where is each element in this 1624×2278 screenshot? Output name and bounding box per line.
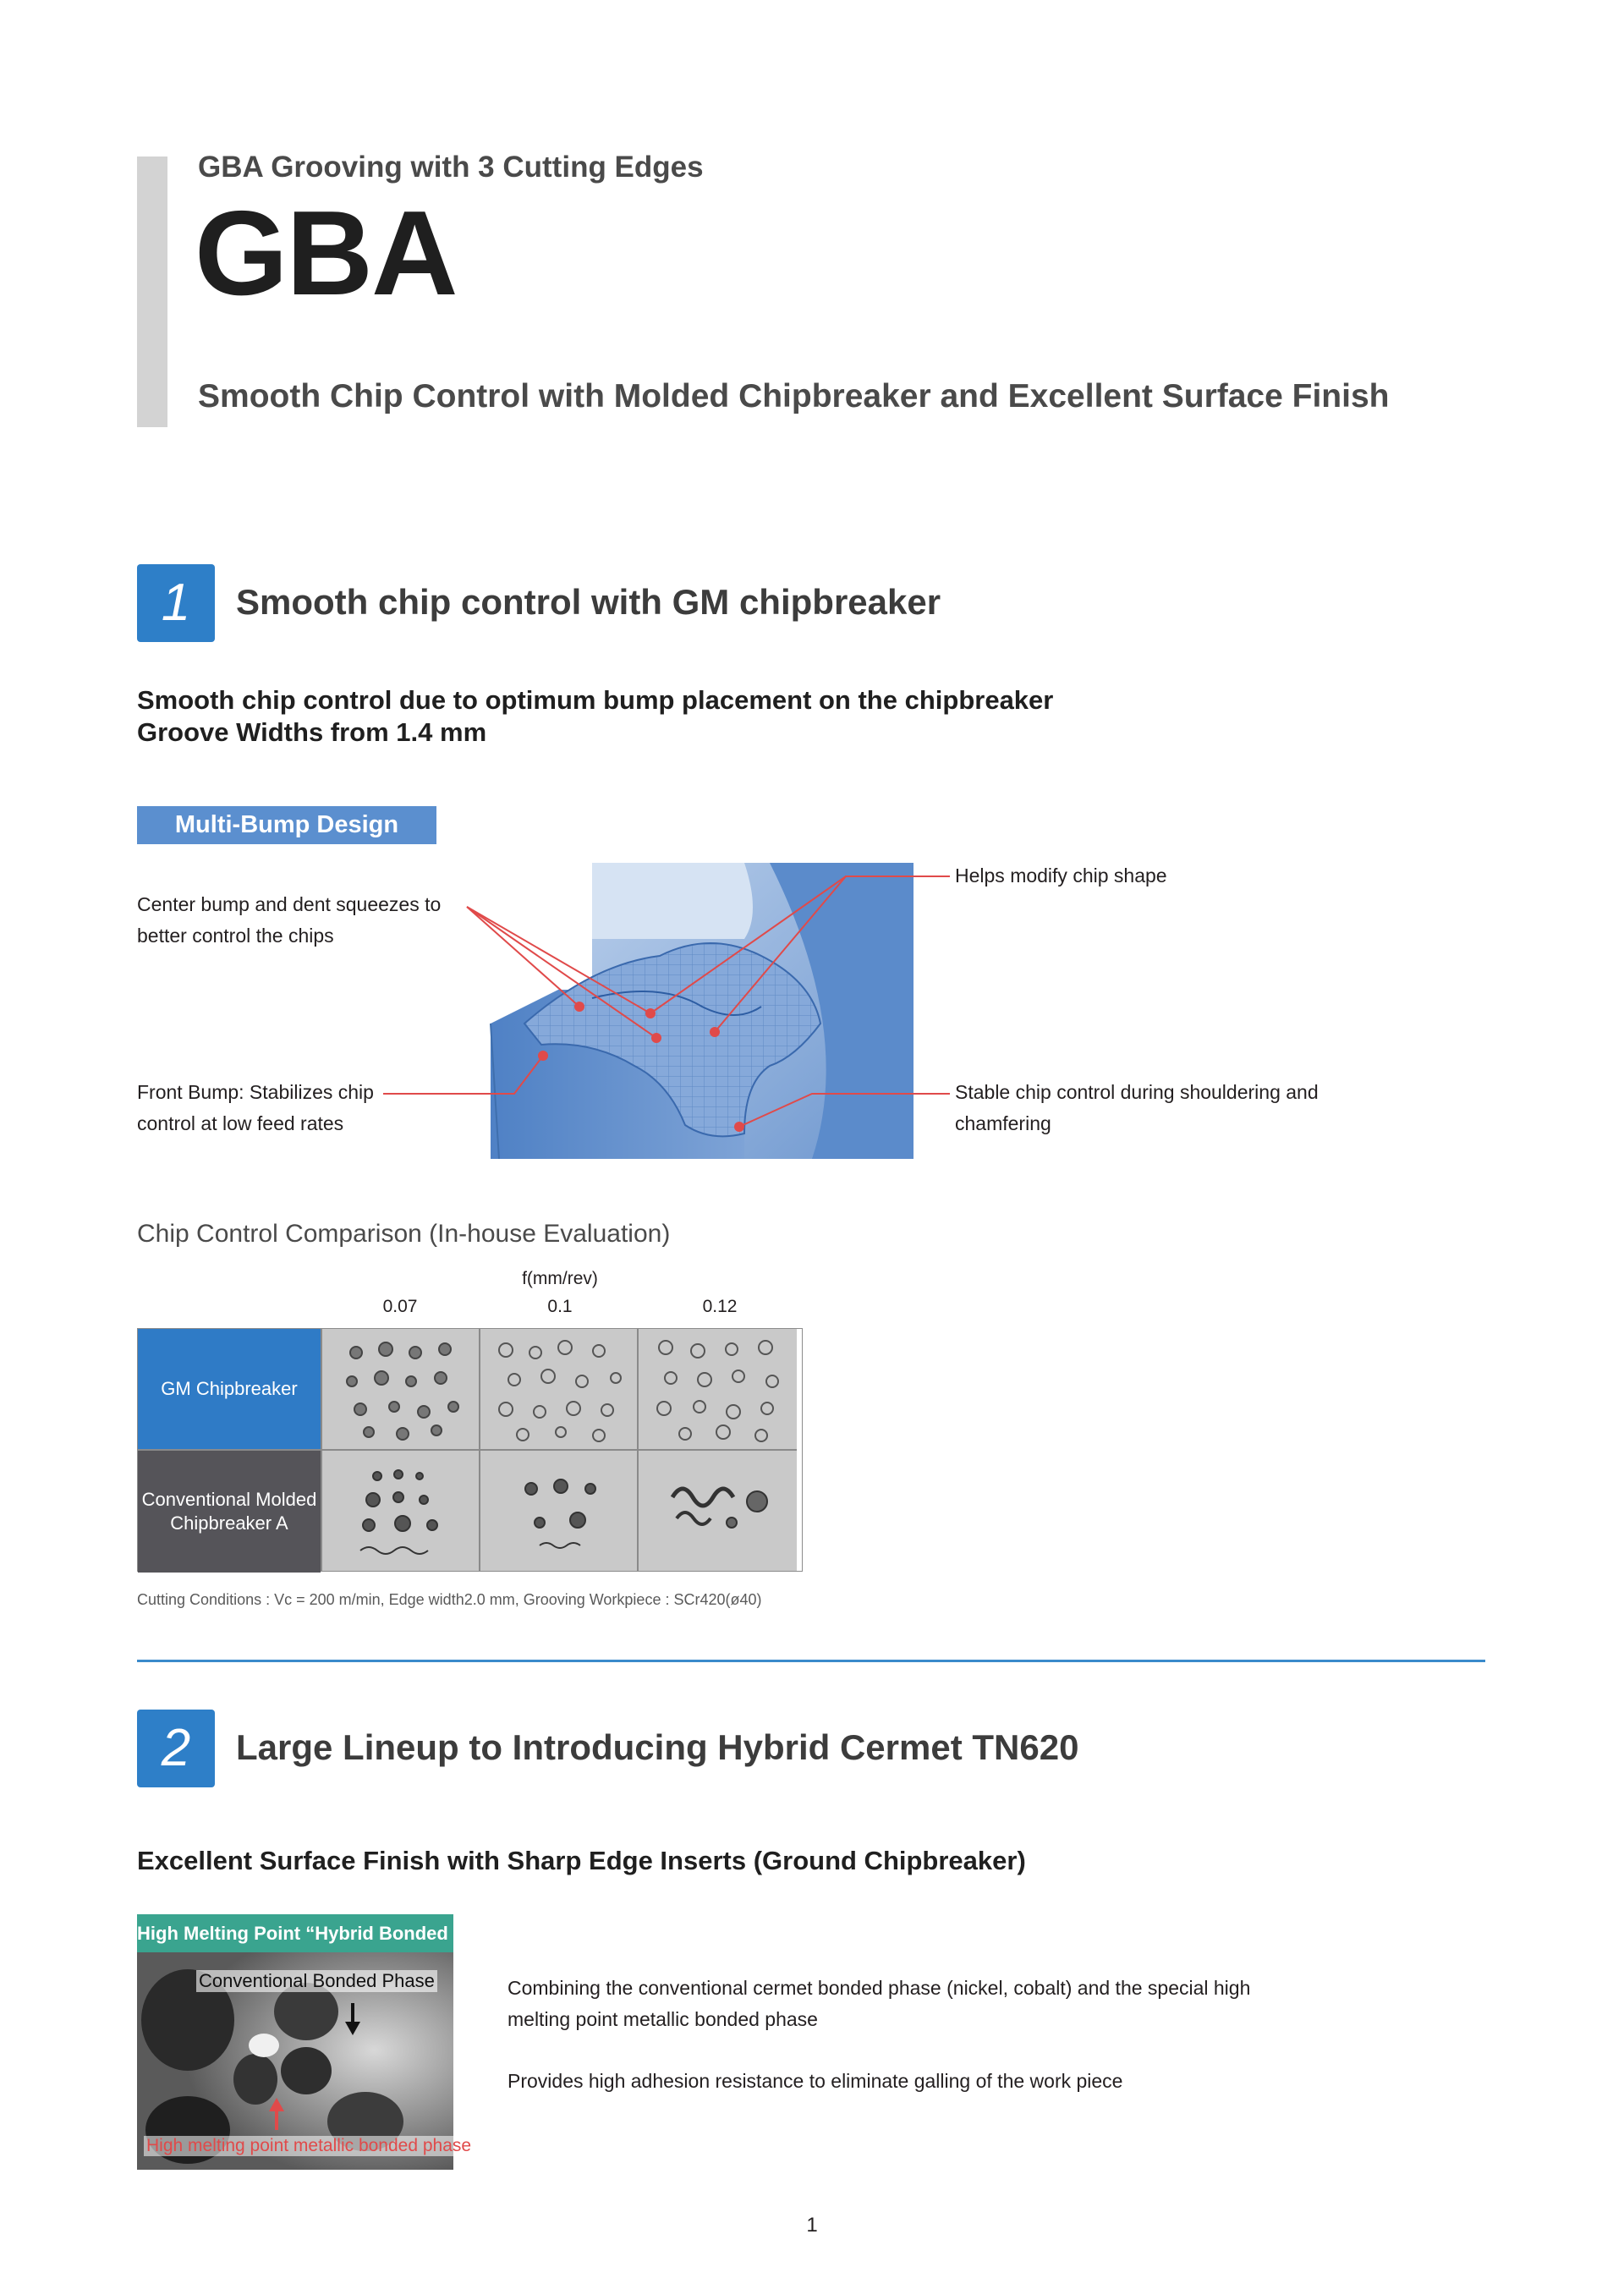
section-2-title: Large Lineup to Introducing Hybrid Cermet TN620 (236, 1727, 1079, 1767)
row-label-conventional: Conventional Molded Chipbreaker A (138, 1449, 321, 1573)
chip-comparison-table (137, 1328, 803, 1572)
callout-shouldering: Stable chip control during shouldering and chamfering (955, 1081, 1319, 1134)
micrograph-label-conventional: Conventional Bonded Phase (196, 1970, 437, 1992)
chip-photo (479, 1329, 639, 1449)
feed-label: 0.1 (547, 1297, 573, 1316)
page-number: 1 (806, 2214, 818, 2237)
micrograph-header: High Melting Point “Hybrid Bonded Phase” (137, 1914, 453, 1952)
chip-photo (479, 1449, 639, 1571)
feed-axis-label: f(mm/rev) (522, 1269, 598, 1288)
multi-bump-badge: Multi-Bump Design (137, 806, 436, 844)
feed-label: 0.07 (382, 1297, 418, 1316)
section-divider (137, 1660, 1485, 1662)
section-2-description-2: Provides high adhesion resistance to eliminate galling of the work piece (508, 2070, 1123, 2092)
cutting-conditions: Cutting Conditions : Vc = 200 m/min, Edge width2.0 mm, Grooving Workpiece : SCr420(ø40) (137, 1591, 762, 1608)
comparison-title: Chip Control Comparison (In-house Evaluation) (137, 1220, 671, 1248)
section-1-lead-1: Smooth chip control due to optimum bump placement on the chipbreaker (137, 685, 1054, 715)
callout-modify-shape: Helps modify chip shape (955, 865, 1167, 886)
section-2-lead: Excellent Surface Finish with Sharp Edge Inserts (Ground Chipbreaker) (137, 1846, 1026, 1875)
micrograph-image (137, 1914, 518, 2170)
row-label-gm: GM Chipbreaker (138, 1329, 321, 1449)
section-1-title: Smooth chip control with GM chipbreaker (236, 582, 941, 622)
chip-photo (321, 1329, 480, 1449)
section-1-number: 1 (137, 564, 215, 642)
chip-photo (637, 1449, 797, 1571)
callout-center-bump: Center bump and dent squeezes to better control the chips (137, 893, 442, 947)
feed-label: 0.12 (702, 1297, 738, 1316)
section-1-lead-2: Groove Widths from 1.4 mm (137, 717, 487, 747)
section-2-description-1: Combining the conventional cermet bonded phase (nickel, cobalt) and the special high melting point metallic bonded phase (508, 1977, 1251, 2030)
product-tagline: Smooth Chip Control with Molded Chipbreaker and Excellent Surface Finish (198, 378, 1390, 414)
product-title: GBA (195, 186, 457, 321)
product-subtitle: GBA Grooving with 3 Cutting Edges (198, 151, 704, 184)
section-2-number: 2 (137, 1710, 215, 1787)
callout-front-bump: Front Bump: Stabilizes chip control at low feed rates (137, 1081, 374, 1134)
chip-photo (637, 1329, 797, 1449)
micrograph-label-high-melting: High melting point metallic bonded phase (144, 2136, 474, 2156)
chip-photo (321, 1449, 480, 1571)
